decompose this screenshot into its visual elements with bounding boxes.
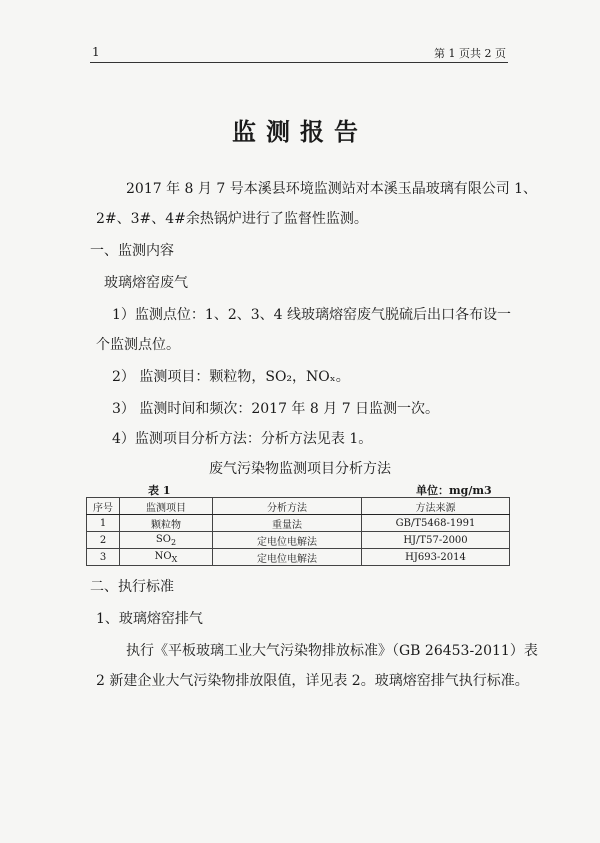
intro-line-1: 2017 年 8 月 7 号本溪县环境监测站对本溪玉晶玻璃有限公司 1、 <box>126 181 538 197</box>
column-header: 方法来源 <box>362 498 510 515</box>
table-unit: 单位：mg/m3 <box>416 484 492 497</box>
header-page-info: 第 1 页共 2 页 <box>434 47 506 60</box>
header-rule <box>90 62 508 63</box>
item3: 3） 监测时间和频次：2017 年 8 月 7 日监测一次。 <box>112 401 440 417</box>
item4: 4）监测项目分析方法：分析方法见表 1。 <box>112 431 373 447</box>
standard-para-line-1: 执行《平板玻璃工业大气污染物排放标准》（GB 26453-2011）表 <box>126 643 538 659</box>
page-title: 监测报告 <box>232 117 368 146</box>
section2-heading: 二、执行标准 <box>90 579 174 595</box>
method-source: GB/T5468-1991 <box>362 515 510 532</box>
section1-heading: 一、监测内容 <box>90 243 174 259</box>
row-number: 1 <box>87 515 120 532</box>
monitoring-item: $SO_2$ <box>120 532 213 549</box>
table-header-row <box>87 498 510 515</box>
section2-subheading: 1、玻璃熔窑排气 <box>96 611 203 627</box>
method-source: HJ/T57-2000 <box>362 532 510 549</box>
analysis-method: 定电位电解法 <box>213 549 362 566</box>
header-page-number: 1 <box>92 45 100 59</box>
monitoring-item: 颗粒物 <box>120 515 213 532</box>
section1-subheading: 玻璃熔窑废气 <box>104 275 188 291</box>
column-header: 分析方法 <box>213 498 362 515</box>
method-source: HJ693-2014 <box>362 549 510 566</box>
item1-line-2: 个监测点位。 <box>96 337 180 353</box>
item1-line-1: 1）监测点位：1、2、3、4 线玻璃熔窑废气脱硫后出口各布设一 <box>112 307 511 323</box>
standard-para-line-2: 2 新建企业大气污染物排放限值，详见表 2。玻璃熔窑排气执行标准。 <box>96 673 529 689</box>
row-number: 3 <box>87 549 120 566</box>
table-label: 表 1 <box>148 484 171 497</box>
monitoring-item: $NO_X$ <box>120 549 213 566</box>
table-row <box>87 515 510 532</box>
analysis-method: 重量法 <box>213 515 362 532</box>
intro-line-2: 2#、3#、4#余热锅炉进行了监督性监测。 <box>96 211 368 227</box>
table-row <box>87 532 510 549</box>
column-header: 监测项目 <box>120 498 213 515</box>
column-header: 序号 <box>87 498 120 515</box>
row-number: 2 <box>87 532 120 549</box>
table-caption: 废气污染物监测项目分析方法 <box>209 461 391 477</box>
analysis-method-table <box>86 497 510 566</box>
analysis-method: 定电位电解法 <box>213 532 362 549</box>
table-row <box>87 549 510 566</box>
item2: 2） 监测项目：颗粒物，SO₂，NOₓ。 <box>112 369 350 385</box>
